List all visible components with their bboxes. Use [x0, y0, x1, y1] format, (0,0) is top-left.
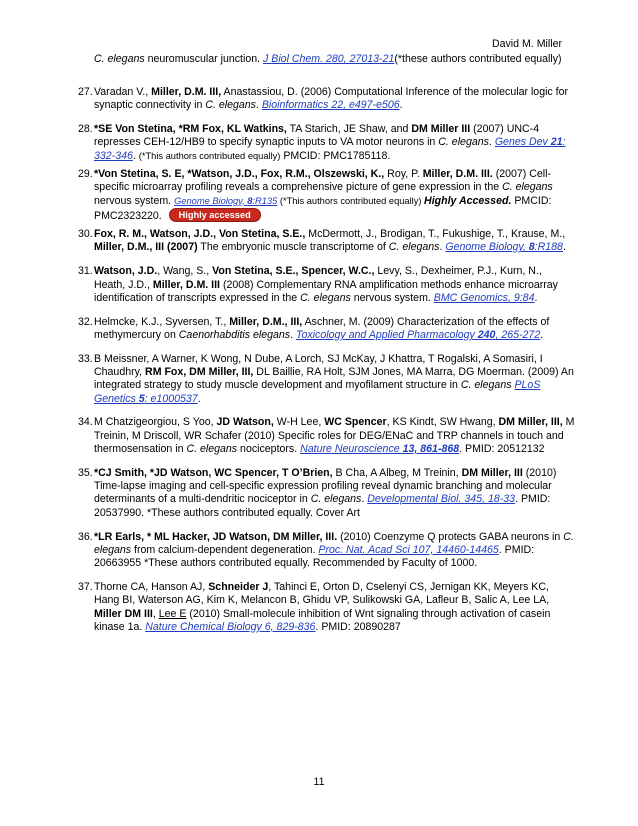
journal-link[interactable]: Genes Dev 21: 332-346	[94, 136, 566, 162]
journal-link[interactable]: PLoS Genetics 5: e1000537	[94, 379, 541, 405]
highly-accessed-badge: Highly accessed	[169, 208, 261, 222]
reference-item-31: 31. Watson, J.D., Wang, S., Von Stetina, S.E., Spencer, W.C., Levy, S., Dexheimer, P.J., Kurn, N., Heath, J.D., Miller, D.M. III (2008) Complementary RNA amplification methods enhance microarray identification of transcripts expressed in the C. elegans nervous system. BMC Genomics, 9:84.	[78, 265, 558, 304]
reference-item-34: 34. M Chatzigeorgiou, S Yoo, JD Watson, W-H Lee, WC Spencer, KS Kindt, SW Hwang, DM Miller, III, M Treinin, M Driscoll, WR Schafer (2010) Specific roles for DEG/ENaC and TRP channels in touch and thermosensation in C. elegans nociceptors. Nature Neuroscience 13, 861-868. PMID: 20512132	[78, 416, 575, 456]
reference-item-36: 36. *LR Earls, * ML Hacker, JD Watson, DM Miller, III. (2010) Coenzyme Q protects GABA neurons in C. elegans from calcium-dependent degeneration. Proc. Nat. Acad Sci 107, 14460-14465. PMID: 20663955 *These authors contributed equally. Recommended by Faculty of 1000.	[78, 530, 574, 570]
reference-item-27: 27. Varadan V., Miller, D.M. III, Anastassiou, D. (2006) Computational Inference of the molecular logic for synaptic connectivity in C. elegans. Bioinformatics 22, e497-e506.	[78, 86, 569, 112]
journal-link[interactable]: Bioinformatics 22, e497-e506	[261, 99, 400, 112]
reference-continuation: C. elegans neuromuscular junction. J Biol Chem. 280, 27013-21(*these authors contributed equally)	[94, 53, 562, 65]
page-header-author: David M. Miller	[491, 38, 562, 50]
journal-link[interactable]: Genome Biology, 8:R188	[445, 241, 563, 254]
journal-link[interactable]: Genome Biology, 8:R135	[174, 195, 278, 206]
journal-link[interactable]: BMC Genomics, 9:84	[433, 291, 535, 304]
journal-link[interactable]: J Biol Chem. 280, 27013-21	[263, 53, 395, 65]
journal-link[interactable]: Developmental Biol. 345, 18-33	[367, 493, 516, 506]
reference-item-37: 37. Thorne CA, Hanson AJ, Schneider J, Tahinci E, Orton D, Cselenyi CS, Jernigan KK, Meyers KC, Hang BI, Waterson AG, Kim K, Melancon B, Ghidu VP, Sulikowski GA, Lafleur B, Salic A, Lee LA, Miller DM III, Lee E (2010) Small-molecule inhibition of Wnt signaling through activation of casein kinase 1a. Nature Chemical Biology 6, 829-836. PMID: 20890287	[78, 580, 551, 633]
reference-item-32: 32. Helmcke, K.J., Syversen, T., Miller, D.M., III, Aschner, M. (2009) Characterization of the effects of methymercury on Caenorhabditis elegans. Toxicology and Applied Pharmacology 240, 265-272.	[78, 315, 550, 341]
reference-item-30: 30. Fox, R. M., Watson, J.D., Von Stetina, S.E., McDermott, J., Brodigan, T., Fukushige, T., Krause, M., Miller, D.M., III (2007) The embryonic muscle transcriptome of C. elegans. Genome Biology, 8:R188.	[78, 228, 566, 254]
page-number: 11	[313, 776, 325, 788]
reference-list	[78, 86, 575, 645]
reference-item-28: 28. *SE Von Stetina, *RM Fox, KL Watkins, TA Starich, JE Shaw, and DM Miller III (2007) UNC-4 represses CEH-12/HB9 to specify synaptic inputs to VA motor neurons in C. elegans. Genes Dev 21: 332-346. (*This authors contributed equally) PMCID: PMC1785118.	[78, 123, 566, 162]
journal-link[interactable]: Toxicology and Applied Pharmacology 240, 265-272	[295, 328, 541, 341]
journal-link[interactable]: Nature Neuroscience 13, 861-868	[300, 443, 460, 456]
reference-item-29: 29. *Von Stetina, S. E, *Watson, J.D., Fox, R.M., Olszewski, K., Roy, P. Miller, D.M. III. (2007) Cell-specific microarray profiling reveals a comprehensive picture of gene expression in the C. elegans nervous system. Genome Biology, 8:R135 (*This authors contributed equally) Highly Accessed. PMCID: PMC2323220. Highly accessed	[78, 167, 553, 222]
reference-item-35: 35. *CJ Smith, *JD Watson, WC Spencer, T O’Brien, B Cha, A Albeg, M Treinin, DM Miller, III (2010) Time-lapse imaging and cell-specific expression profiling reveal dynamic branching and molecular determinants of a multi-dendritic nociceptor in C. elegans. Developmental Biol. 345, 18-33. PMID: 20537990. *These authors contributed equally. Cover Art	[78, 466, 557, 519]
journal-link[interactable]: Nature Chemical Biology 6, 829-836	[145, 620, 316, 633]
reference-item-33: 33. B Meissner, A Warner, K Wong, N Dube, A Lorch, SJ McKay, J Khattra, T Rogalski, A Somasiri, I Chaudhry, RM Fox, DM Miller, III, DL Baillie, RA Holt, SJM Jones, MA Marra, DG Moerman. (2009) An integrated strategy to study muscle development and myofilament structure in C. elegans PLoS Genetics 5: e1000537.	[78, 352, 574, 405]
journal-link[interactable]: Proc. Nat. Acad Sci 107, 14460-14465	[318, 543, 499, 556]
